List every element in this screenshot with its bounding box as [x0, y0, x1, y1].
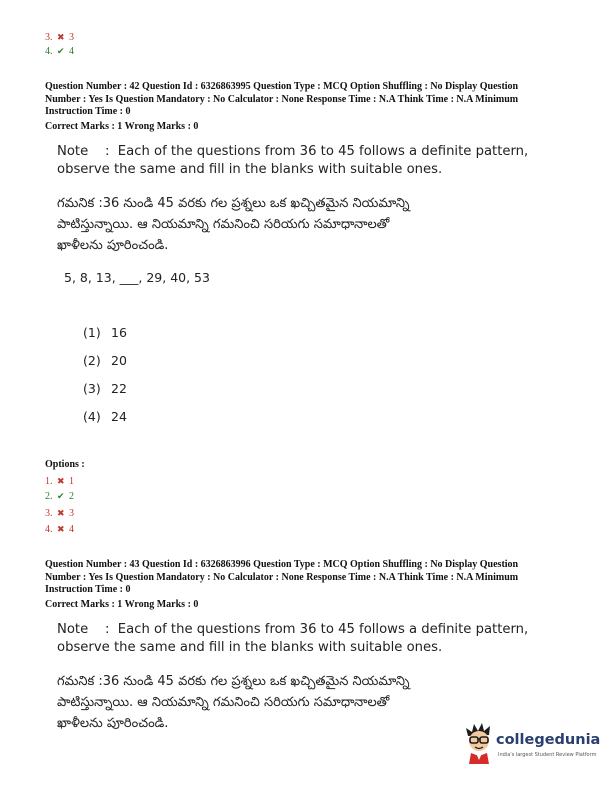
option-value: 3: [69, 32, 75, 43]
option-number: 4.: [45, 524, 53, 535]
note-line: Note : Each of the questions from 36 to 45 follows a definite pattern,: [57, 622, 529, 637]
option-value: 4: [69, 46, 75, 57]
q42-choice-3: [83, 381, 127, 396]
check-icon: ✔: [57, 491, 65, 501]
choice-number: (1): [83, 325, 101, 340]
logo-name: collegedunia: [496, 732, 601, 748]
q42-note: [57, 143, 527, 179]
q42-choice-2: [83, 353, 127, 368]
q43-meta: [45, 559, 570, 597]
choice-value: 24: [111, 409, 127, 424]
check-icon: ✔: [57, 46, 65, 56]
cross-icon: ✖: [57, 508, 65, 518]
meta-line: Question Number : 42 Question Id : 6326863995 Question Type : MCQ Option Shuffling : No Display Question: [45, 81, 519, 92]
choice-number: (4): [83, 409, 101, 424]
telugu-line: గమనిక :36 నుండి 45 వరకు గల ప్రశ్నలు ఒక ఖచ్చితమైన నియమాన్ని: [57, 196, 410, 211]
q43-note: [57, 621, 527, 657]
choice-value: 22: [111, 381, 127, 396]
meta-line: Number : Yes Is Question Mandatory : No Calculator : None Response Time : N.A Think Time : N.A Minimum: [45, 93, 519, 105]
meta-line: Number : Yes Is Question Mandatory : No Calculator : None Response Time : N.A Think Time : N.A Minimum: [45, 571, 519, 583]
meta-line: Instruction Time : 0: [45, 106, 131, 117]
q42-option-4: [45, 523, 74, 536]
student-mascot-icon: [462, 722, 496, 766]
option-number: 2.: [45, 491, 53, 502]
meta-line: Question Number : 43 Question Id : 6326863996 Question Type : MCQ Option Shuffling : No Display Question: [45, 559, 519, 570]
q42-option-1: [45, 475, 74, 488]
telugu-line: ఖాళీలను పూరించండి.: [57, 238, 169, 253]
choice-value: 16: [111, 325, 127, 340]
option-number: 3.: [45, 508, 53, 519]
note-line: observe the same and fill in the blanks with suitable ones.: [57, 162, 443, 177]
q42-option-3: [45, 507, 74, 520]
choice-number: (3): [83, 381, 101, 396]
q42-choice-4: [83, 409, 127, 424]
meta-line: Instruction Time : 0: [45, 584, 131, 595]
top-option-3: [45, 31, 74, 44]
q42-marks: Correct Marks : 1 Wrong Marks : 0: [45, 121, 199, 132]
choice-number: (2): [83, 353, 101, 368]
logo-tagline: India's largest Student Review Platform: [498, 752, 597, 758]
telugu-line: ఖాళీలను పూరించండి.: [57, 716, 169, 731]
q43-marks: Correct Marks : 1 Wrong Marks : 0: [45, 599, 199, 610]
option-number: 4.: [45, 46, 53, 57]
note-line: observe the same and fill in the blanks with suitable ones.: [57, 640, 443, 655]
q42-sequence: 5, 8, 13, ___, 29, 40, 53: [64, 270, 210, 285]
top-option-4: [45, 45, 74, 58]
cross-icon: ✖: [57, 32, 65, 42]
choice-value: 20: [111, 353, 127, 368]
option-number: 3.: [45, 32, 53, 43]
cross-icon: ✖: [57, 476, 65, 486]
telugu-line: గమనిక :36 నుండి 45 వరకు గల ప్రశ్నలు ఒక ఖచ్చితమైన నియమాన్ని: [57, 674, 410, 689]
option-value: 1: [69, 476, 75, 487]
option-value: 4: [69, 524, 75, 535]
telugu-line: పాటిస్తున్నాయి. ఆ నియమాన్ని గమనించి సరియగు సమాధానాలతో: [57, 695, 390, 710]
q42-option-2: [45, 490, 74, 503]
option-value: 2: [69, 491, 75, 502]
q42-meta: [45, 81, 570, 119]
option-number: 1.: [45, 476, 53, 487]
q43-telugu-note: [57, 671, 497, 734]
telugu-line: పాటిస్తున్నాయి. ఆ నియమాన్ని గమనించి సరియగు సమాధానాలతో: [57, 217, 390, 232]
q42-options-label: Options :: [45, 459, 85, 470]
cross-icon: ✖: [57, 524, 65, 534]
q42-telugu-note: [57, 193, 527, 256]
note-line: Note : Each of the questions from 36 to 45 follows a definite pattern,: [57, 144, 529, 159]
option-value: 3: [69, 508, 75, 519]
collegedunia-logo: [462, 720, 602, 770]
q42-choice-1: [83, 325, 127, 340]
